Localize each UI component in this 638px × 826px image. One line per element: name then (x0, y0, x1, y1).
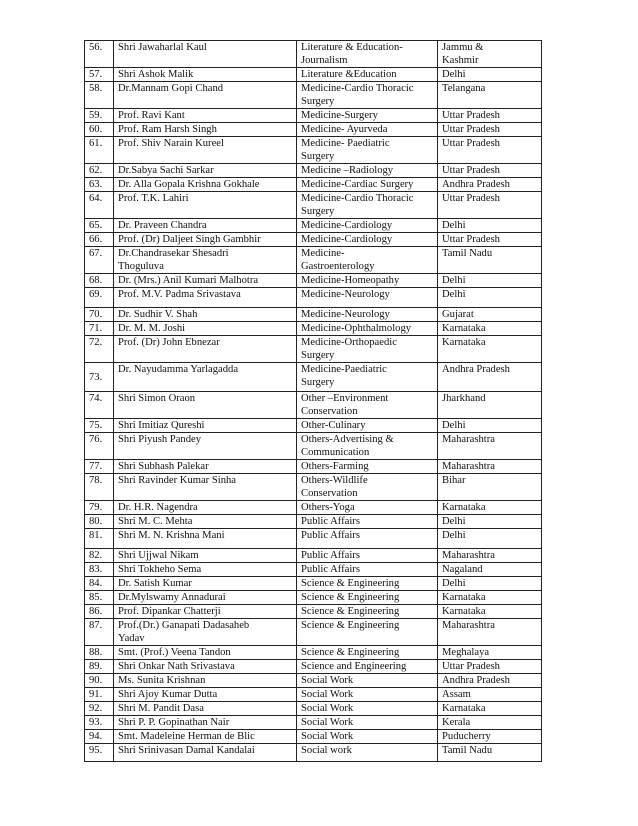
field-of-work: Others-Farming (297, 460, 438, 474)
awardee-name: Shri M. C. Mehta (114, 515, 297, 529)
state: Karnataka (438, 702, 542, 716)
table-row (85, 362, 542, 392)
table-row (85, 123, 542, 137)
state: Delhi (438, 515, 542, 529)
awardee-name: Prof. T.K. Lahiri (114, 192, 297, 219)
serial-number: 78. (85, 474, 114, 501)
field-of-work: Medicine-Neurology (297, 307, 438, 321)
serial-number: 69. (85, 288, 114, 308)
serial-number: 75. (85, 419, 114, 433)
serial-number: 85. (85, 591, 114, 605)
state: Uttar Pradesh (438, 137, 542, 164)
field-of-work: Social Work (297, 688, 438, 702)
table-row (85, 219, 542, 233)
field-of-work: Medicine-Cardiology (297, 219, 438, 233)
field-of-work: Social Work (297, 716, 438, 730)
field-of-work: Other –Environment Conservation (297, 392, 438, 419)
table-row (85, 688, 542, 702)
awardee-name: Ms. Sunita Krishnan (114, 674, 297, 688)
serial-number: 61. (85, 137, 114, 164)
state: Delhi (438, 419, 542, 433)
field-of-work: Science & Engineering (297, 619, 438, 646)
serial-number: 58. (85, 82, 114, 109)
awardee-name: Smt. (Prof.) Veena Tandon (114, 646, 297, 660)
table-row (85, 68, 542, 82)
awardee-name: Smt. Madeleine Herman de Blic (114, 730, 297, 744)
field-of-work: Medicine-Homeopathy (297, 274, 438, 288)
field-of-work: Science & Engineering (297, 646, 438, 660)
awardee-name: Dr. (Mrs.) Anil Kumari Malhotra (114, 274, 297, 288)
serial-number: 84. (85, 577, 114, 591)
serial-number: 66. (85, 233, 114, 247)
table-row (85, 419, 542, 433)
table-row (85, 247, 542, 274)
serial-number: 68. (85, 274, 114, 288)
state: Tamil Nadu (438, 744, 542, 762)
table-row (85, 515, 542, 529)
table-row (85, 335, 542, 362)
awardee-name: Shri Imitiaz Qureshi (114, 419, 297, 433)
field-of-work: Medicine-Surgery (297, 109, 438, 123)
awardee-name: Prof. Shiv Narain Kureel (114, 137, 297, 164)
state: Jharkhand (438, 392, 542, 419)
state: Maharashtra (438, 460, 542, 474)
table-row (85, 307, 542, 321)
serial-number: 81. (85, 529, 114, 549)
table-row (85, 529, 542, 549)
state: Uttar Pradesh (438, 233, 542, 247)
state: Tamil Nadu (438, 247, 542, 274)
awardee-name: Dr. Nayudamma Yarlagadda (114, 362, 297, 392)
table-row (85, 619, 542, 646)
table-row (85, 392, 542, 419)
table-row (85, 730, 542, 744)
awardee-name: Shri Onkar Nath Srivastava (114, 660, 297, 674)
table-row (85, 109, 542, 123)
serial-number: 71. (85, 321, 114, 335)
state: Delhi (438, 577, 542, 591)
awardee-name: Prof. (Dr) John Ebnezar (114, 335, 297, 362)
table-row (85, 577, 542, 591)
awardee-name: Shri P. P. Gopinathan Nair (114, 716, 297, 730)
field-of-work: Medicine-Ophthalmology (297, 321, 438, 335)
table-row (85, 137, 542, 164)
field-of-work: Medicine-Cardiology (297, 233, 438, 247)
serial-number: 90. (85, 674, 114, 688)
field-of-work: Medicine-Cardio Thoracic Surgery (297, 192, 438, 219)
awardee-name: Prof. Ravi Kant (114, 109, 297, 123)
field-of-work: Other-Culinary (297, 419, 438, 433)
table-row (85, 702, 542, 716)
table-row (85, 192, 542, 219)
state: Assam (438, 688, 542, 702)
serial-number: 67. (85, 247, 114, 274)
serial-number: 65. (85, 219, 114, 233)
awardee-name: Prof. Ram Harsh Singh (114, 123, 297, 137)
table-row (85, 716, 542, 730)
field-of-work: Others-Yoga (297, 501, 438, 515)
awardee-name: Dr. Alla Gopala Krishna Gokhale (114, 178, 297, 192)
field-of-work: Others-Wildlife Conservation (297, 474, 438, 501)
awardee-name: Prof.(Dr.) Ganapati Dadasaheb Yadav (114, 619, 297, 646)
serial-number: 82. (85, 549, 114, 563)
table-row (85, 605, 542, 619)
state: Karnataka (438, 605, 542, 619)
awardee-name: Dr. Sudhir V. Shah (114, 307, 297, 321)
table-row (85, 288, 542, 308)
awardee-name: Dr.Sabya Sachi Sarkar (114, 164, 297, 178)
awardee-name: Shri M. Pandit Dasa (114, 702, 297, 716)
state: Jammu & Kashmir (438, 41, 542, 68)
field-of-work: Medicine-Cardio Thoracic Surgery (297, 82, 438, 109)
serial-number: 92. (85, 702, 114, 716)
awardee-name: Shri Piyush Pandey (114, 433, 297, 460)
state: Karnataka (438, 591, 542, 605)
state: Puducherry (438, 730, 542, 744)
table-row (85, 178, 542, 192)
table-row (85, 274, 542, 288)
awardee-name: Prof. Dipankar Chatterji (114, 605, 297, 619)
table-row (85, 563, 542, 577)
serial-number: 76. (85, 433, 114, 460)
serial-number: 79. (85, 501, 114, 515)
field-of-work: Public Affairs (297, 549, 438, 563)
table-row (85, 433, 542, 460)
awardee-name: Shri Jawaharlal Kaul (114, 41, 297, 68)
state: Gujarat (438, 307, 542, 321)
awardees-table (84, 40, 542, 762)
state: Andhra Pradesh (438, 362, 542, 392)
table-row (85, 474, 542, 501)
state: Delhi (438, 219, 542, 233)
table-row (85, 41, 542, 68)
state: Uttar Pradesh (438, 164, 542, 178)
state: Delhi (438, 274, 542, 288)
serial-number: 95. (85, 744, 114, 762)
state: Delhi (438, 529, 542, 549)
field-of-work: Medicine-Paediatric Surgery (297, 362, 438, 392)
table-body (85, 41, 542, 762)
field-of-work: Social work (297, 744, 438, 762)
serial-number: 64. (85, 192, 114, 219)
field-of-work: Medicine- Ayurveda (297, 123, 438, 137)
serial-number: 77. (85, 460, 114, 474)
field-of-work: Social Work (297, 730, 438, 744)
awardee-name: Dr. Praveen Chandra (114, 219, 297, 233)
field-of-work: Science and Engineering (297, 660, 438, 674)
awardee-name: Dr.Mannam Gopi Chand (114, 82, 297, 109)
awardee-name: Shri Ajoy Kumar Dutta (114, 688, 297, 702)
table-row (85, 82, 542, 109)
state: Maharashtra (438, 549, 542, 563)
serial-number: 93. (85, 716, 114, 730)
state: Uttar Pradesh (438, 123, 542, 137)
state: Maharashtra (438, 433, 542, 460)
field-of-work: Medicine –Radiology (297, 164, 438, 178)
table-row (85, 744, 542, 762)
awardee-name: Dr. H.R. Nagendra (114, 501, 297, 515)
awardee-name: Shri Ravinder Kumar Sinha (114, 474, 297, 501)
state: Uttar Pradesh (438, 660, 542, 674)
state: Andhra Pradesh (438, 674, 542, 688)
field-of-work: Medicine-Neurology (297, 288, 438, 308)
serial-number: 73. (85, 362, 114, 392)
serial-number: 57. (85, 68, 114, 82)
field-of-work: Medicine- Gastroenterology (297, 247, 438, 274)
serial-number: 74. (85, 392, 114, 419)
table-row (85, 549, 542, 563)
awardee-name: Shri Subhash Palekar (114, 460, 297, 474)
table-row (85, 164, 542, 178)
state: Karnataka (438, 321, 542, 335)
state: Andhra Pradesh (438, 178, 542, 192)
serial-number: 88. (85, 646, 114, 660)
state: Karnataka (438, 335, 542, 362)
awardee-name: Dr.Chandrasekar Shesadri Thoguluva (114, 247, 297, 274)
serial-number: 87. (85, 619, 114, 646)
table-row (85, 321, 542, 335)
serial-number: 83. (85, 563, 114, 577)
state: Telangana (438, 82, 542, 109)
awardee-name: Shri M. N. Krishna Mani (114, 529, 297, 549)
awardee-name: Dr. M. M. Joshi (114, 321, 297, 335)
state: Delhi (438, 288, 542, 308)
field-of-work: Social Work (297, 702, 438, 716)
awardee-name: Shri Tokheho Sema (114, 563, 297, 577)
serial-number: 91. (85, 688, 114, 702)
awardee-name: Shri Ashok Malik (114, 68, 297, 82)
serial-number: 70. (85, 307, 114, 321)
serial-number: 89. (85, 660, 114, 674)
awardee-name: Shri Srinivasan Damal Kandalai (114, 744, 297, 762)
state: Meghalaya (438, 646, 542, 660)
awardee-name: Shri Simon Oraon (114, 392, 297, 419)
field-of-work: Social Work (297, 674, 438, 688)
state: Kerala (438, 716, 542, 730)
field-of-work: Science & Engineering (297, 577, 438, 591)
table-row (85, 591, 542, 605)
table-row (85, 460, 542, 474)
field-of-work: Medicine-Cardiac Surgery (297, 178, 438, 192)
serial-number: 63. (85, 178, 114, 192)
state: Bihar (438, 474, 542, 501)
table-row (85, 660, 542, 674)
awardee-name: Prof. M.V. Padma Srivastava (114, 288, 297, 308)
state: Karnataka (438, 501, 542, 515)
table-row (85, 646, 542, 660)
state: Delhi (438, 68, 542, 82)
serial-number: 56. (85, 41, 114, 68)
serial-number: 62. (85, 164, 114, 178)
field-of-work: Literature & Education- Journalism (297, 41, 438, 68)
state: Uttar Pradesh (438, 109, 542, 123)
awardee-name: Shri Ujjwal Nikam (114, 549, 297, 563)
awardee-name: Prof. (Dr) Daljeet Singh Gambhir (114, 233, 297, 247)
serial-number: 72. (85, 335, 114, 362)
field-of-work: Science & Engineering (297, 591, 438, 605)
awardee-name: Dr. Satish Kumar (114, 577, 297, 591)
serial-number: 80. (85, 515, 114, 529)
serial-number: 94. (85, 730, 114, 744)
field-of-work: Literature &Education (297, 68, 438, 82)
field-of-work: Public Affairs (297, 515, 438, 529)
serial-number: 86. (85, 605, 114, 619)
state: Maharashtra (438, 619, 542, 646)
table-row (85, 501, 542, 515)
field-of-work: Public Affairs (297, 563, 438, 577)
serial-number: 60. (85, 123, 114, 137)
table-row (85, 233, 542, 247)
table-row (85, 674, 542, 688)
state: Nagaland (438, 563, 542, 577)
awardee-name: Dr.Mylswamy Annadurai (114, 591, 297, 605)
serial-number: 59. (85, 109, 114, 123)
field-of-work: Medicine-Orthopaedic Surgery (297, 335, 438, 362)
field-of-work: Science & Engineering (297, 605, 438, 619)
field-of-work: Public Affairs (297, 529, 438, 549)
state: Uttar Pradesh (438, 192, 542, 219)
field-of-work: Medicine- Paediatric Surgery (297, 137, 438, 164)
field-of-work: Others-Advertising & Communication (297, 433, 438, 460)
